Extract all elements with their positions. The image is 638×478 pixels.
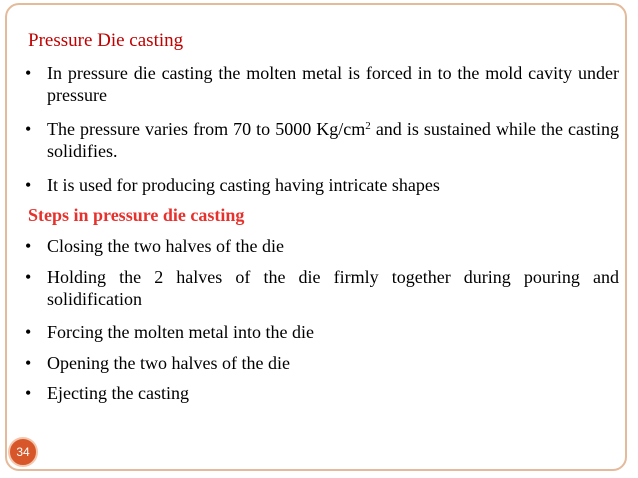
bullet-item [25,118,619,162]
step-text: Forcing the molten metal into the die [47,322,314,342]
bullet-text: In pressure die casting the molten metal is forced in to the mold cavity under pressure [47,63,619,105]
step-item [25,352,619,374]
step-item [25,321,619,343]
bullet-icon: • [25,119,32,139]
bullet-item [25,62,619,106]
bullet-item [25,174,619,196]
bullet-icon: • [25,63,32,83]
bullet-text: It is used for producing casting having intricate shapes [47,175,440,195]
steps-heading: Steps in pressure die casting [28,205,245,225]
bullet-icon: • [25,175,32,195]
pressure-text-start: The pressure varies from 70 to 5000 Kg/cm [47,119,366,139]
bullet-text [47,118,619,162]
step-item [25,266,619,310]
bullet-icon: • [25,267,32,287]
pressure-text-end: and is sustained while the casting solidifies. [47,119,620,161]
step-text: Closing the two halves of the die [47,236,284,256]
step-text: Ejecting the casting [47,383,189,403]
superscript-2: 2 [365,120,371,132]
step-item [25,235,619,257]
slide-title: Pressure Die casting [28,30,184,51]
bullet-icon: • [25,383,32,403]
bullet-icon: • [25,236,32,256]
step-text: Opening the two halves of the die [47,353,290,373]
bullet-icon: • [25,322,32,342]
step-item [25,382,619,404]
step-text: Holding the 2 halves of the die firmly together during pouring and solidification [47,267,619,309]
bullet-icon: • [25,353,32,373]
page-number-badge: 34 [8,437,38,467]
